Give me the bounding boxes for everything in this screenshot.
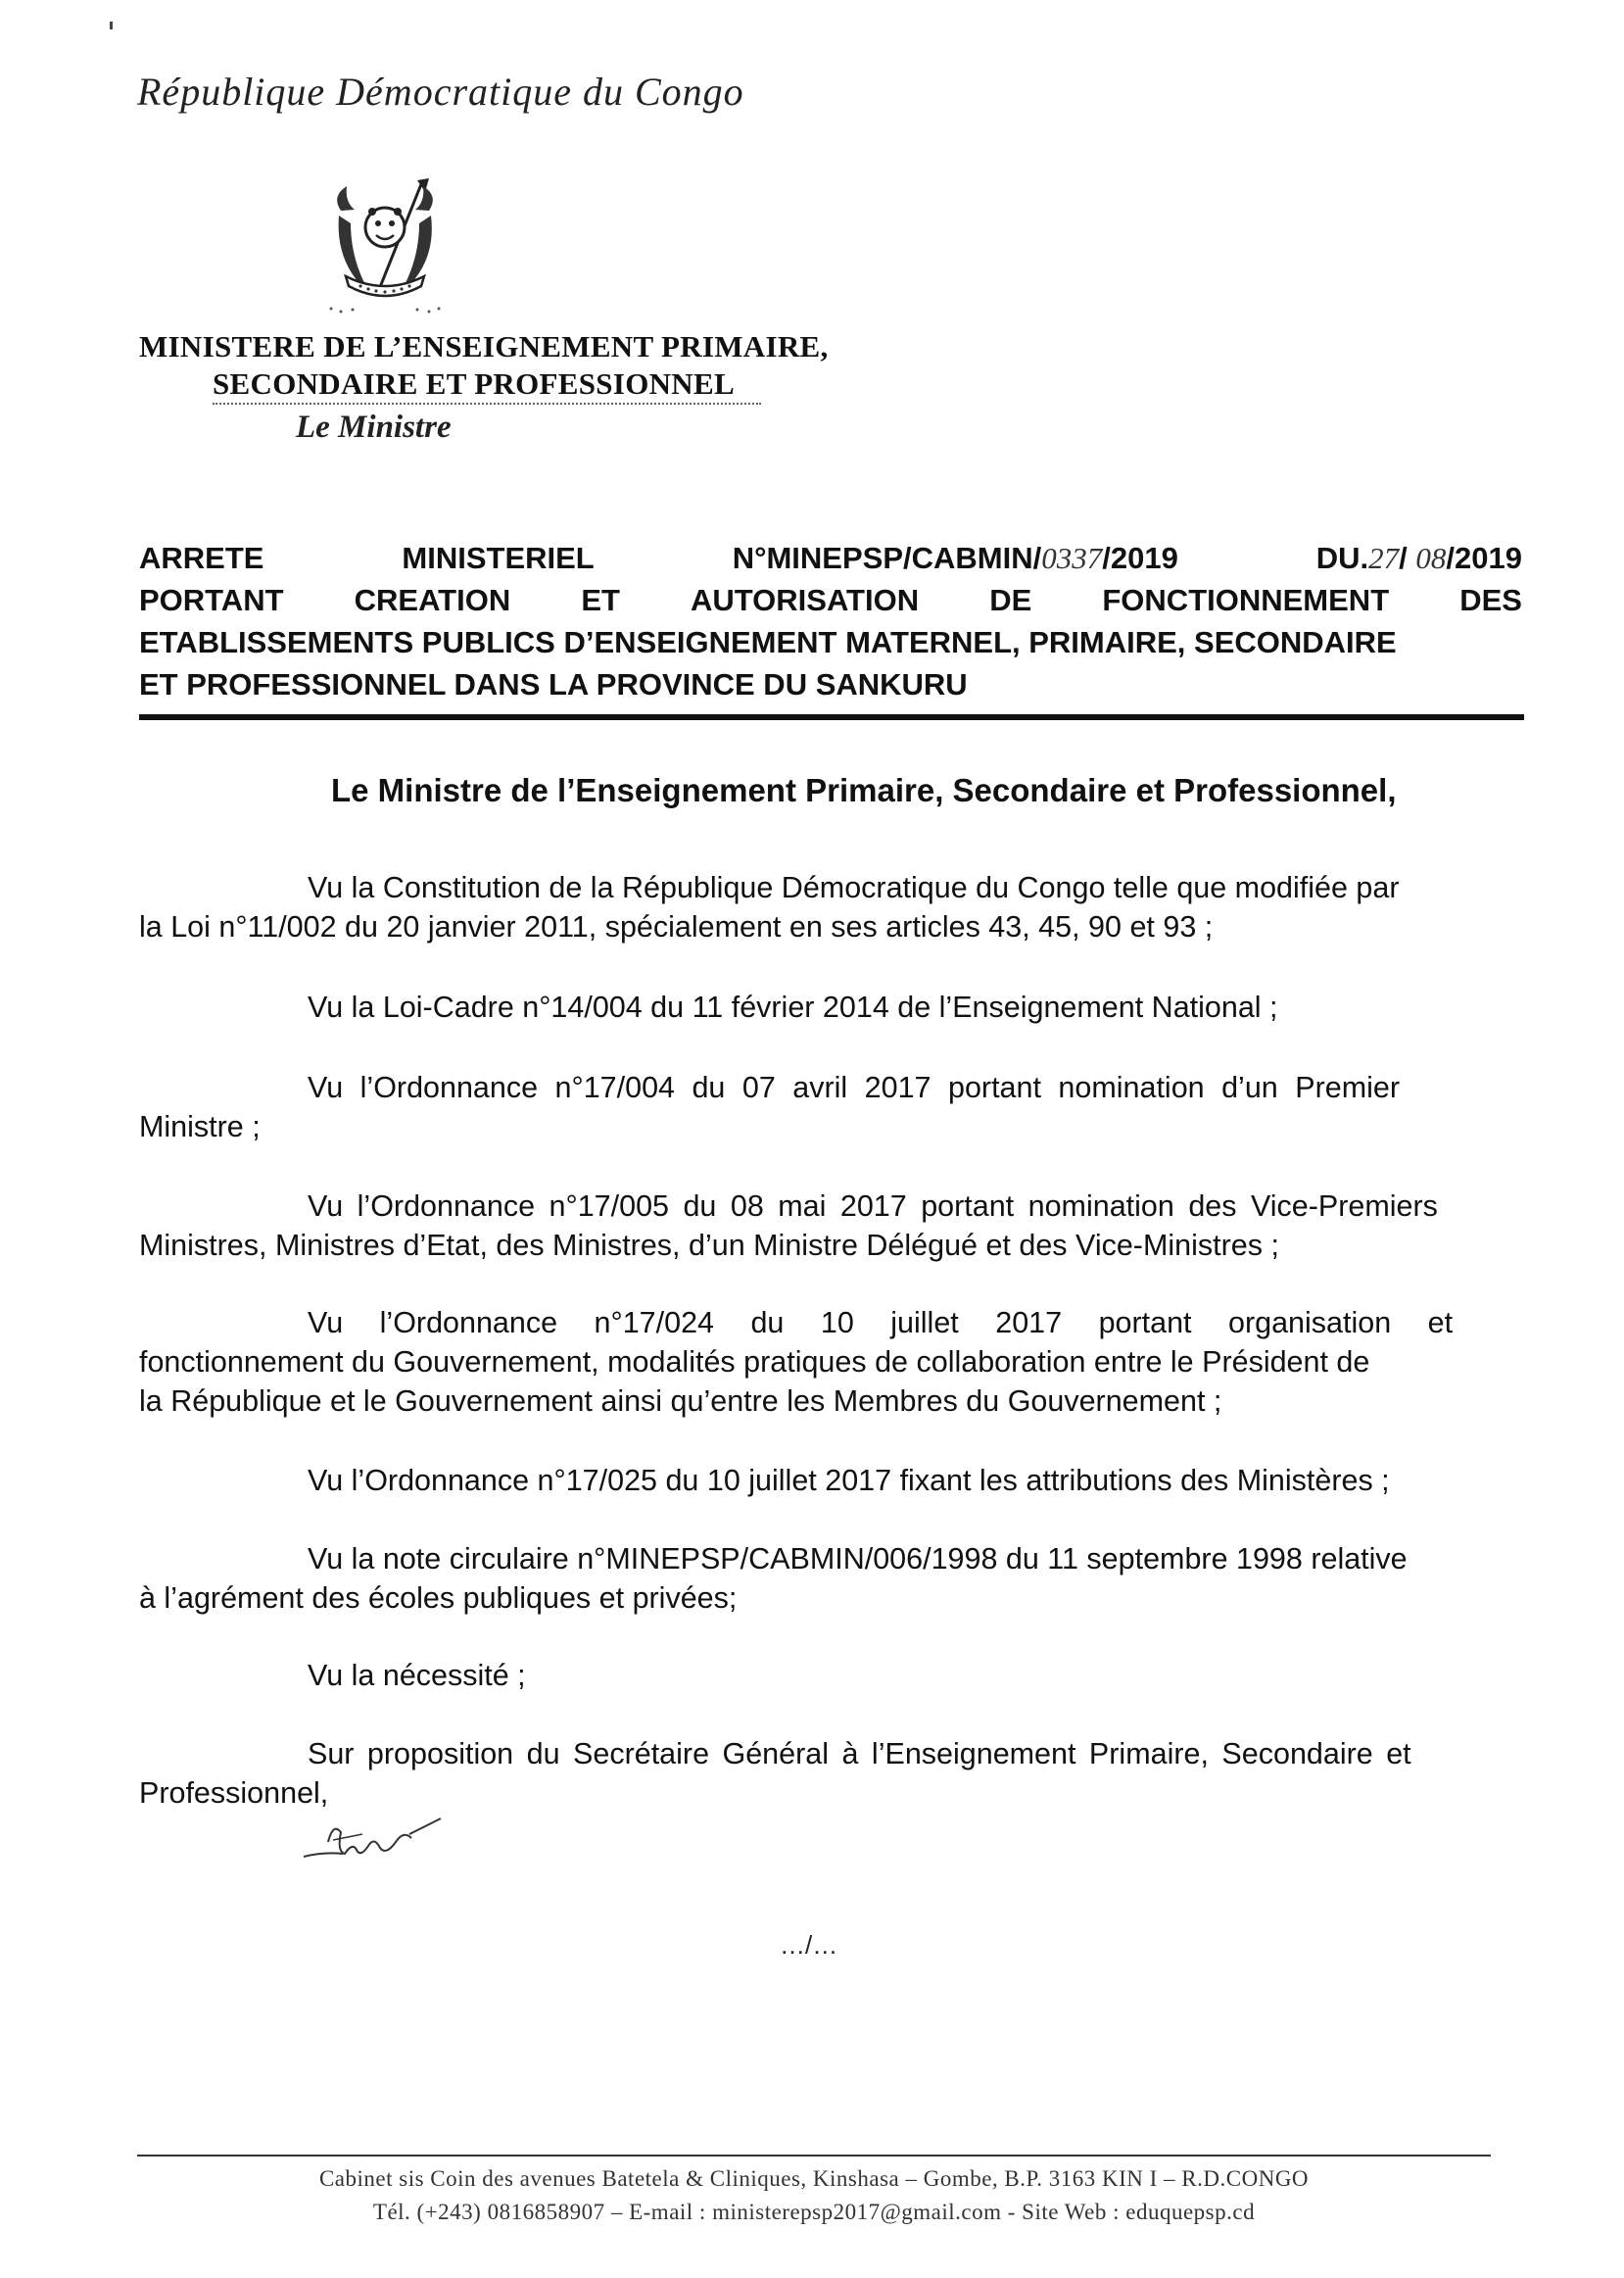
handwritten-date-month: 08 bbox=[1415, 541, 1447, 575]
text-line bbox=[139, 1068, 1486, 1107]
handwritten-decree-number: 0337 bbox=[1041, 541, 1103, 575]
text-line bbox=[139, 1303, 1486, 1342]
paragraph-note-circulaire bbox=[139, 1539, 1486, 1618]
text-line: Vu la note circulaire n°MINEPSP/CABMIN/006/1998 du 11 septembre 1998 relative bbox=[308, 1542, 1408, 1575]
title-date-group: DU.27/ 08/2019 bbox=[1315, 541, 1522, 575]
footer-rule bbox=[137, 2155, 1491, 2157]
title-word: PORTANT bbox=[139, 583, 284, 617]
title-text: ETABLISSEMENTS PUBLICS D’ENSEIGNEMENT MATERNEL, PRIMAIRE, SECONDAIRE bbox=[139, 625, 1397, 659]
paragraph-proposition bbox=[139, 1734, 1486, 1813]
text-line: Ministres, Ministres d’Etat, des Ministres, d’un Ministre Délégué et des Vice-Ministres ; bbox=[139, 1229, 1279, 1262]
paragraph-constitution bbox=[139, 868, 1486, 946]
title-text: ET PROFESSIONNEL DANS LA PROVINCE DU SANKURU bbox=[139, 667, 968, 702]
text-line: la Loi n°11/002 du 20 janvier 2011, spécialement en ses articles 43, 45, 90 et 93 ; bbox=[139, 910, 1214, 944]
spaced-text: Vu l’Ordonnance n°17/005 du 08 mai 2017 portant nomination des Vice-Premiers bbox=[308, 1189, 1438, 1223]
title-word: N°MINEPSP/CABMIN/ bbox=[732, 541, 1042, 575]
decree-title bbox=[139, 537, 1522, 705]
title-word: DES bbox=[1459, 583, 1522, 617]
ministry-line-1: MINISTERE DE L’ENSEIGNEMENT PRIMAIRE, bbox=[139, 329, 829, 364]
republic-header: République Démocratique du Congo bbox=[137, 70, 744, 114]
title-word: CREATION bbox=[354, 583, 511, 617]
justified-line bbox=[139, 868, 1486, 907]
spaced-text: Vu l’Ordonnance n°17/024 du 10 juillet 2017 portant organisation et bbox=[308, 1306, 1454, 1339]
spaced-text: Sur proposition du Secrétaire Général à l’Enseignement Primaire, Secondaire et bbox=[308, 1737, 1411, 1770]
title-number-group bbox=[733, 537, 1178, 579]
title-word: /2019 bbox=[1446, 541, 1522, 575]
text-line: Professionnel, bbox=[139, 1776, 329, 1810]
text-line: la République et le Gouvernement ainsi qu’entre les Membres du Gouvernement ; bbox=[139, 1384, 1222, 1418]
ministry-line-2: SECONDAIRE ET PROFESSIONNEL bbox=[213, 366, 735, 401]
scan-mark bbox=[110, 22, 113, 29]
title-line-1 bbox=[139, 537, 1522, 579]
title-separator-rule bbox=[139, 714, 1524, 720]
text-line bbox=[139, 1734, 1486, 1773]
title-word: DU. bbox=[1315, 541, 1369, 575]
title-word: ARRETE bbox=[139, 541, 264, 575]
paragraph-ordonnance-gouvernement bbox=[139, 1303, 1486, 1421]
continuation-mark: …/… bbox=[780, 1930, 838, 1960]
title-word: AUTORISATION bbox=[691, 583, 920, 617]
le-ministre-script: Le Ministre bbox=[296, 410, 452, 445]
paragraph-necessite: Vu la nécessité ; bbox=[308, 1659, 526, 1692]
title-word: MINISTERIEL bbox=[402, 541, 595, 575]
title-line-3 bbox=[139, 621, 1522, 663]
text-line: à l’agrément des écoles publiques et privées; bbox=[139, 1581, 738, 1615]
paragraph-ordonnance-premier-ministre bbox=[139, 1068, 1486, 1146]
title-word: DE bbox=[989, 583, 1032, 617]
ministry-underline bbox=[213, 403, 761, 405]
title-line-2 bbox=[139, 579, 1522, 621]
title-word: ET bbox=[581, 583, 620, 617]
text-line: Ministre ; bbox=[139, 1110, 261, 1143]
paragraph-ordonnance-vice-premiers bbox=[139, 1187, 1486, 1265]
minister-heading: Le Ministre de l’Enseignement Primaire, Secondaire et Professionnel, bbox=[331, 772, 1397, 808]
text-line: Vu la Constitution de la République Démocratique du Congo telle que modifiée par bbox=[308, 871, 1400, 904]
title-line-4 bbox=[139, 663, 1522, 705]
title-word: /2019 bbox=[1102, 541, 1178, 575]
paragraph-loi-cadre: Vu la Loi-Cadre n°14/004 du 11 février 2014 de l’Enseignement National ; bbox=[308, 991, 1278, 1024]
handwritten-date-day: 27 bbox=[1368, 541, 1400, 575]
handwritten-initials bbox=[294, 1813, 460, 1871]
coat-of-arms-emblem bbox=[311, 176, 458, 318]
text-line: fonctionnement du Gouvernement, modalités pratiques de collaboration entre le Président de bbox=[139, 1345, 1370, 1379]
title-word: FONCTIONNEMENT bbox=[1102, 583, 1390, 617]
footer-contact: Tél. (+243) 0816858907 – E-mail : ministerepsp2017@gmail.com - Site Web : eduquepsp.cd bbox=[372, 2200, 1256, 2224]
footer-address: Cabinet sis Coin des avenues Batetela & Cliniques, Kinshasa – Gombe, B.P. 3163 KIN I – R.D.CONGO bbox=[318, 2166, 1310, 2191]
paragraph-ordonnance-attributions: Vu l’Ordonnance n°17/025 du 10 juillet 2017 fixant les attributions des Ministères ; bbox=[308, 1464, 1390, 1497]
spaced-text: Vu l’Ordonnance n°17/004 du 07 avril 2017 portant nomination d’un Premier bbox=[308, 1071, 1400, 1104]
text-line bbox=[139, 1187, 1486, 1226]
